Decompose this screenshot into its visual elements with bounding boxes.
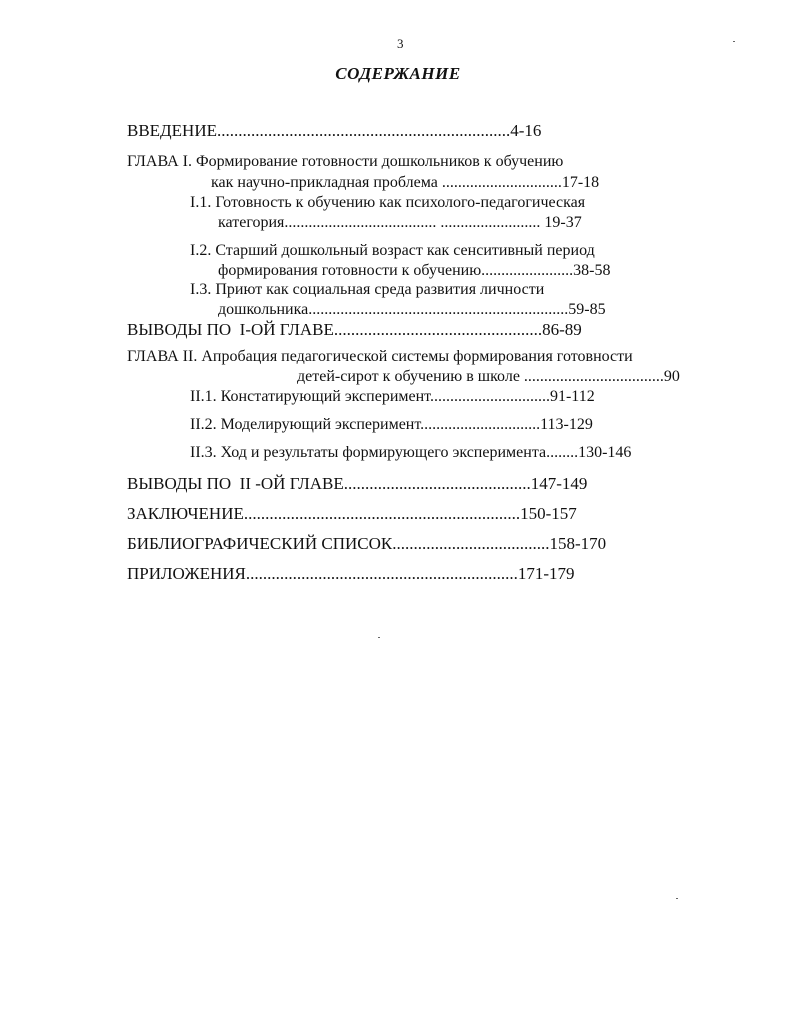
- page-number: 3: [397, 36, 404, 51]
- toc-entry-section-1-2: I.2. Старший дошкольный возраст как сенситивный период: [190, 242, 595, 259]
- toc-entry-section-2-3: II.3. Ход и результаты формирующего эксперимента........130-146: [190, 444, 632, 461]
- toc-entry-section-1-3-cont: дошкольника.................................................................59-85: [218, 301, 606, 318]
- scan-speck: [378, 637, 380, 638]
- toc-entry-conclusions-2: ВЫВОДЫ ПО II -ОЙ ГЛАВЕ............................................147-149: [127, 474, 588, 493]
- toc-entry-section-1-2-cont: формирования готовности к обучению.......................38-58: [218, 262, 611, 279]
- toc-entry-conclusions-1: ВЫВОДЫ ПО I-ОЙ ГЛАВЕ.................................................86-89: [127, 320, 582, 339]
- page-title: СОДЕРЖАНИЕ: [335, 64, 461, 83]
- toc-entry-chapter-2: ГЛАВА II. Апробация педагогической системы формирования готовности: [127, 348, 633, 365]
- toc-entry-bibliography: БИБЛИОГРАФИЧЕСКИЙ СПИСОК.....................................158-170: [127, 534, 607, 553]
- toc-entry-section-2-2: II.2. Моделирующий эксперимент..............................113-129: [190, 416, 593, 433]
- toc-entry-introduction: ВВЕДЕНИЕ.....................................................................4-16: [127, 121, 542, 140]
- scan-speck: [733, 41, 735, 42]
- toc-entry-conclusion: ЗАКЛЮЧЕНИЕ.................................................................150-157: [127, 504, 577, 523]
- toc-entry-section-1-1-cont: категория...................................... ......................... 19-37: [218, 214, 582, 231]
- toc-entry-chapter-1: ГЛАВА I. Формирование готовности дошкольников к обучению: [127, 153, 564, 170]
- toc-entry-chapter-2-cont: детей-сирот к обучению в школе ...................................90: [297, 368, 680, 385]
- toc-entry-chapter-1-cont: как научно-прикладная проблема ..............................17-18: [211, 174, 600, 191]
- toc-entry-section-2-1: II.1. Констатирующий эксперимент..............................91-112: [190, 388, 595, 405]
- toc-entry-section-1-1: I.1. Готовность к обучению как психолого-педагогическая: [190, 194, 586, 211]
- toc-entry-section-1-3: I.3. Приют как социальная среда развития личности: [190, 281, 545, 298]
- toc-entry-appendices: ПРИЛОЖЕНИЯ................................................................171-179: [127, 564, 575, 583]
- scan-speck: [676, 898, 678, 899]
